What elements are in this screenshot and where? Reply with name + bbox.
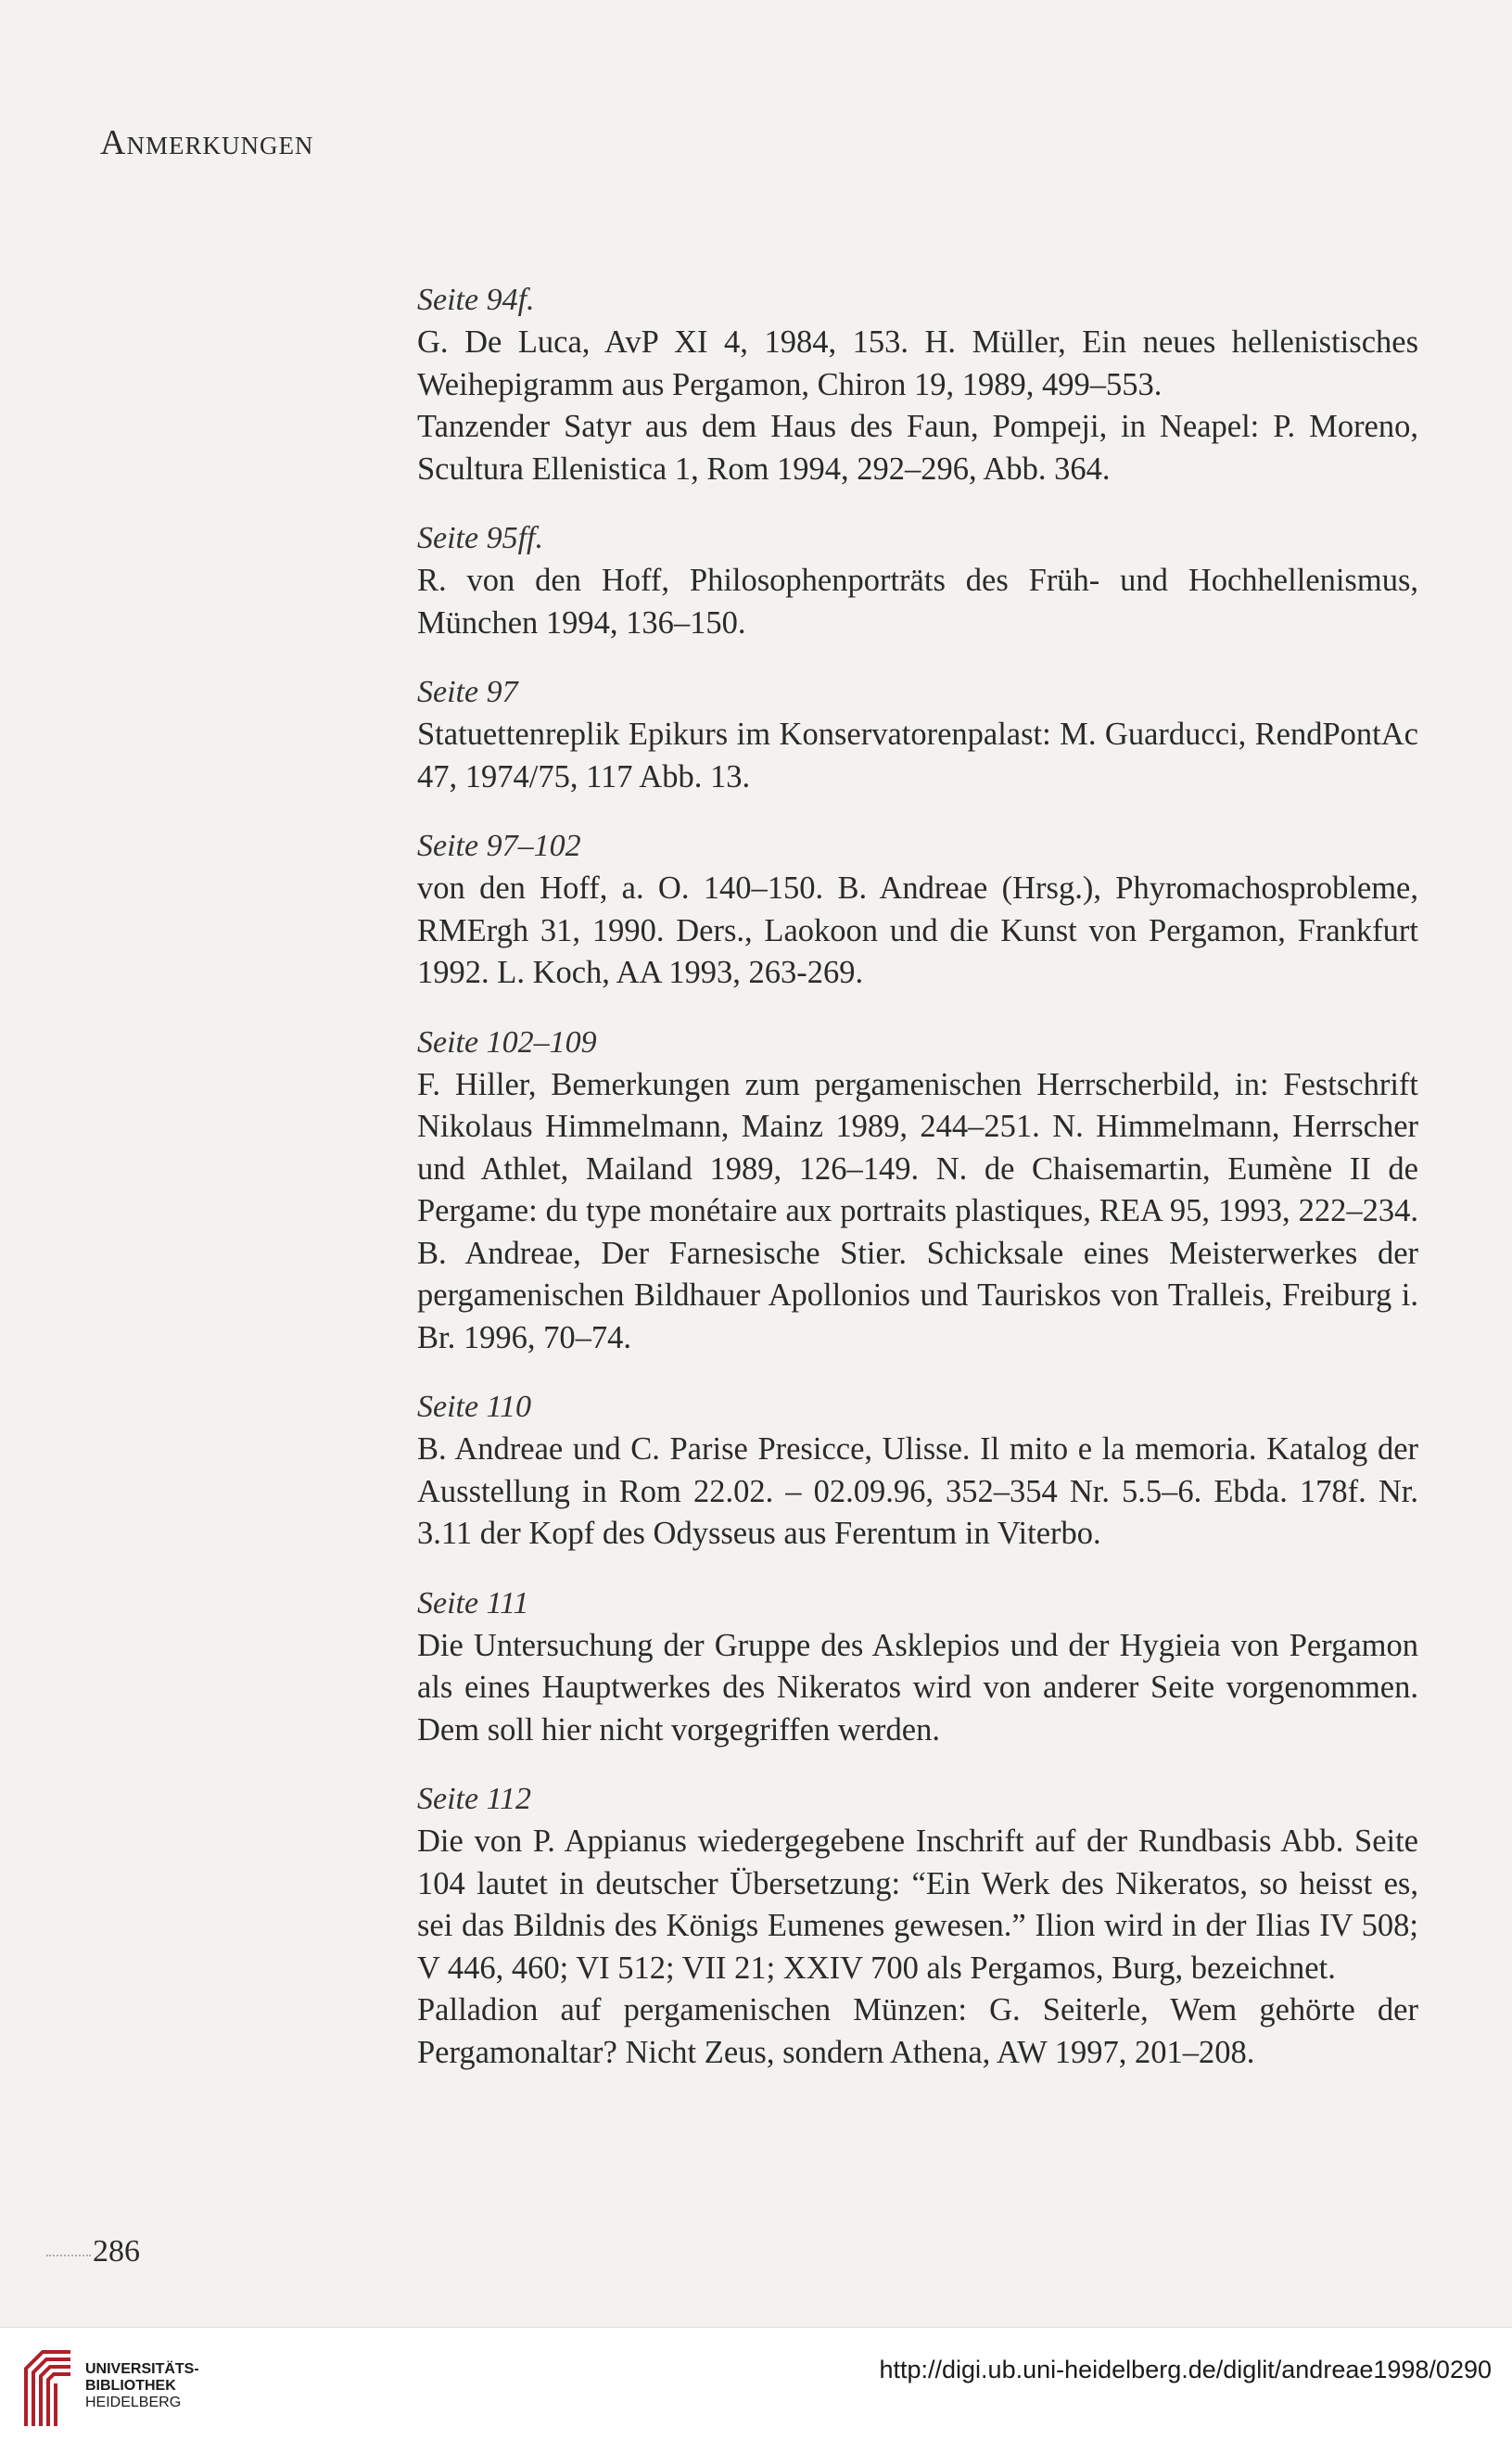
note-body xyxy=(417,1429,1418,1556)
note-paragraph: F. Hiller, Bemerkungen zum pergamenischen Herrscherbild, in: Festschrift Nikolaus Himmelmann, Mainz 1989, 244–251. N. Himmelmann, Herrscher und Athlet, Mailand 1989, 126–149. N. de Chaisemartin, Eumène II de Pergame: du type monétaire aux portraits plastiques, REA 95, 1993, 222–234. B. Andreae, Der Farnesische Stier. Schicksale eines Meisterwerkes der pergamenischen Bildhauer Apollonios und Tauriskos von Tralleis, Freiburg i. Br. 1996, 70–74. xyxy=(417,1066,1418,1355)
library-name-line: UNIVERSITÄTS- xyxy=(85,2361,199,2377)
note-paragraph: von den Hoff, a. O. 140–150. B. Andreae (Hrsg.), Phyromachosprobleme, RMErgh 31, 1990. Ders., Laokoon und die Kunst von Pergamon, Frankfurt 1992. L. Koch, AA 1993, 263-269. xyxy=(417,871,1418,990)
note-heading: Seite 111 xyxy=(417,1585,529,1620)
note-section xyxy=(417,1582,1418,1752)
note-paragraph: Die Untersuchung der Gruppe des Asklepios und der Hygieia von Pergamon als eines Hauptwerkes des Nikeratos wird von anderer Seite vorgenommen. Dem soll hier nicht vorgegriffen werden. xyxy=(417,1627,1418,1747)
note-heading: Seite 102–109 xyxy=(417,1024,597,1060)
note-body xyxy=(417,1625,1418,1752)
note-body xyxy=(417,1821,1418,2074)
note-section xyxy=(417,1021,1418,1360)
note-body xyxy=(417,868,1418,995)
note-body xyxy=(417,560,1418,644)
running-head: Anmerkungen xyxy=(100,123,314,162)
note-paragraph: G. De Luca, AvP XI 4, 1984, 153. H. Müller, Ein neues hellenistisches Weihepigramm aus Pergamon, Chiron 19, 1989, 499–553. xyxy=(417,324,1418,402)
library-city: HEIDELBERG xyxy=(85,2395,182,2410)
note-paragraph: R. von den Hoff, Philosophenporträts des Früh- und Hochhellenismus, München 1994, 136–150. xyxy=(417,563,1418,641)
library-name xyxy=(85,2361,199,2411)
note-paragraph: Statuettenreplik Epikurs im Konservatorenpalast: M. Guarducci, RendPontAc 47, 1974/75, 117 Abb. 13. xyxy=(417,717,1418,794)
note-heading: Seite 97–102 xyxy=(417,829,581,863)
notes-column xyxy=(417,278,1418,2100)
digitization-footer xyxy=(0,2327,1512,2440)
note-heading: Seite 110 xyxy=(417,1390,532,1424)
note-paragraph: B. Andreae und C. Parise Presicce, Ulisse. Il mito e la memoria. Katalog der Ausstellung in Rom 22.02. – 02.09.96, 352–354 Nr. 5.5–6. Ebda. 178f. Nr. 3.11 der Kopf des Odysseus aus Ferentum in Viterbo. xyxy=(417,1431,1418,1551)
note-body xyxy=(417,1064,1418,1360)
note-heading: Seite 112 xyxy=(417,1782,532,1816)
note-section xyxy=(417,278,1418,490)
library-logo-icon xyxy=(20,2346,76,2430)
note-section xyxy=(417,824,1418,995)
note-body xyxy=(417,322,1418,490)
note-heading: Seite 95ff. xyxy=(417,521,543,555)
note-paragraph: Die von P. Appianus wiedergegebene Inschrift auf der Rundbasis Abb. Seite 104 lautet in deutscher Übersetzung: “Ein Werk des Nikeratos, so heisst es, sei das Bildnis des Königs Eumenes gewesen.” Ilion wird in der Ilias IV 508; V 446, 460; VI 512; VII 21; XXIV 700 als Pergamos, Burg, bezeichnet. xyxy=(417,1824,1418,1986)
library-name-line: BIBLIOTHEK xyxy=(85,2378,176,2394)
note-body xyxy=(417,714,1418,798)
page-number: 286 xyxy=(93,2234,140,2268)
page-number-rule xyxy=(46,2255,91,2256)
note-paragraph: Tanzender Satyr aus dem Haus des Faun, Pompeji, in Neapel: P. Moreno, Scultura Ellenistica 1, Rom 1994, 292–296, Abb. 364. xyxy=(417,409,1418,487)
note-section xyxy=(417,1777,1418,2074)
note-paragraph: Palladion auf pergamenischen Münzen: G. Seiterle, Wem gehörte der Pergamonaltar? Nicht Zeus, sondern Athena, AW 1997, 201–208. xyxy=(417,1992,1418,2070)
source-url-link[interactable]: http://digi.ub.uni-heidelberg.de/diglit/andreae1998/0290 xyxy=(879,2356,1492,2383)
note-section xyxy=(417,670,1418,798)
note-heading: Seite 97 xyxy=(417,675,518,709)
note-section xyxy=(417,1385,1418,1556)
note-section xyxy=(417,516,1418,644)
note-heading: Seite 94f. xyxy=(417,283,535,317)
